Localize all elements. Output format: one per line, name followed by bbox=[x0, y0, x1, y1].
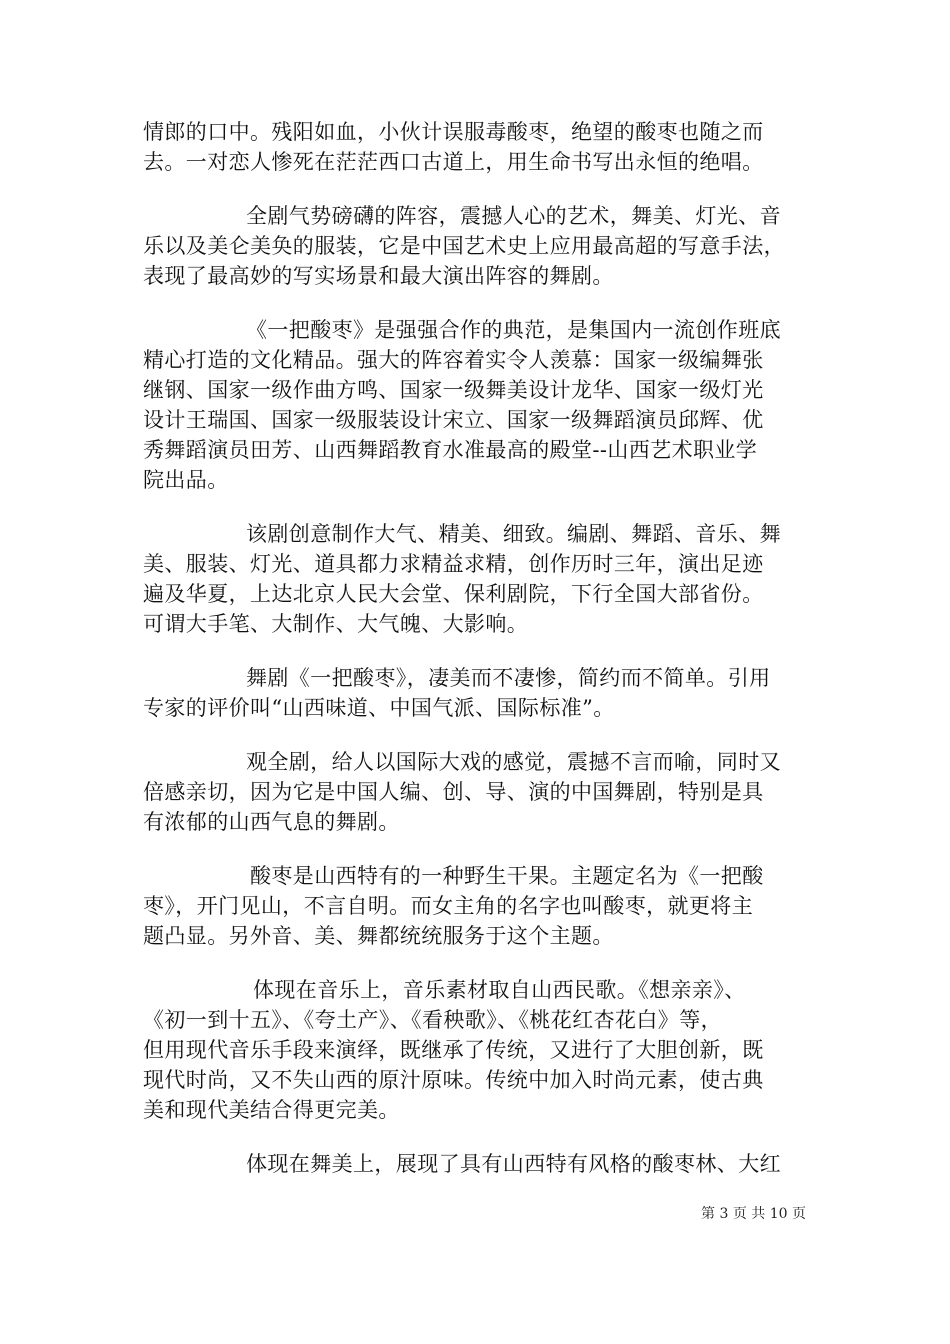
text-line: 有浓郁的山西气息的舞剧。 bbox=[143, 810, 400, 834]
text-line: 体现在音乐上，音乐素材取自山西民歌。《想亲亲》、 bbox=[253, 978, 746, 1002]
text-line: 去。一对恋人惨死在茫茫西口古道上，用生命书写出永恒的绝唱。 bbox=[143, 150, 764, 174]
text-line: 舞剧《一把酸枣》，凄美而不凄惨，简约而不简单。引用 bbox=[246, 666, 771, 690]
text-line: 现代时尚，又不失山西的原汁原味。传统中加入时尚元素，使古典 bbox=[143, 1068, 764, 1092]
text-line: 美、服装、灯光、道具都力求精益求精，创作历时三年，演出足迹 bbox=[143, 552, 764, 576]
text-line: 该剧创意制作大气、精美、细致。编剧、舞蹈、音乐、舞 bbox=[246, 522, 781, 546]
text-line: 专家的评价叫“山西味道、中国气派、国际标准”。 bbox=[143, 696, 615, 720]
text-line: 遍及华夏，上达北京人民大会堂、保利剧院，下行全国大部省份。 bbox=[143, 582, 764, 606]
text-line: 枣》，开门见山，不言自明。而女主角的名字也叫酸枣，就更将主 bbox=[143, 894, 754, 918]
text-line: 观全剧，给人以国际大戏的感觉，震撼不言而喻，同时又 bbox=[246, 750, 781, 774]
text-line: 全剧气势磅礴的阵容，震撼人心的艺术，舞美、灯光、音 bbox=[246, 204, 781, 228]
text-line: 表现了最高妙的写实场景和最大演出阵容的舞剧。 bbox=[143, 264, 614, 288]
text-line: 《初一到十五》、《夸土产》、《看秧歌》、《桃花红杏花白》等， bbox=[143, 1008, 722, 1032]
text-line: 乐以及美仑美奂的服装，它是中国艺术史上应用最高超的写意手法， bbox=[143, 234, 785, 258]
text-line: 倍感亲切，因为它是中国人编、创、导、演的中国舞剧，特别是具 bbox=[143, 780, 764, 804]
text-line: 设计王瑞国、国家一级服装设计宋立、国家一级舞蹈演员邱辉、优 bbox=[143, 408, 764, 432]
text-line: 题凸显。另外音、美、舞都统统服务于这个主题。 bbox=[143, 924, 614, 948]
text-line: 情郎的口中。残阳如血，小伙计误服毒酸枣，绝望的酸枣也随之而 bbox=[143, 120, 764, 144]
text-line: 酸枣是山西特有的一种野生干果。主题定名为《一把酸 bbox=[250, 864, 764, 888]
page-number-footer: 第 3 页 共 10 页 bbox=[701, 1206, 806, 1222]
text-line: 可谓大手笔、大制作、大气魄、大影响。 bbox=[143, 612, 529, 636]
text-line: 美和现代美结合得更完美。 bbox=[143, 1098, 400, 1122]
text-line: 体现在舞美上，展现了具有山西特有风格的酸枣林、大红 bbox=[246, 1152, 781, 1176]
text-line: 继钢、国家一级作曲方鸣、国家一级舞美设计龙华、国家一级灯光 bbox=[143, 378, 764, 402]
text-line: 院出品。 bbox=[143, 468, 229, 492]
text-line: 精心打造的文化精品。强大的阵容着实令人羡慕：国家一级编舞张 bbox=[143, 348, 764, 372]
text-line: 但用现代音乐手段来演绎，既继承了传统，又进行了大胆创新，既 bbox=[143, 1038, 764, 1062]
text-line: 《一把酸枣》是强强合作的典范，是集国内一流创作班底 bbox=[246, 318, 781, 342]
text-line: 秀舞蹈演员田芳、山西舞蹈教育水准最高的殿堂--山西艺术职业学 bbox=[143, 438, 758, 462]
